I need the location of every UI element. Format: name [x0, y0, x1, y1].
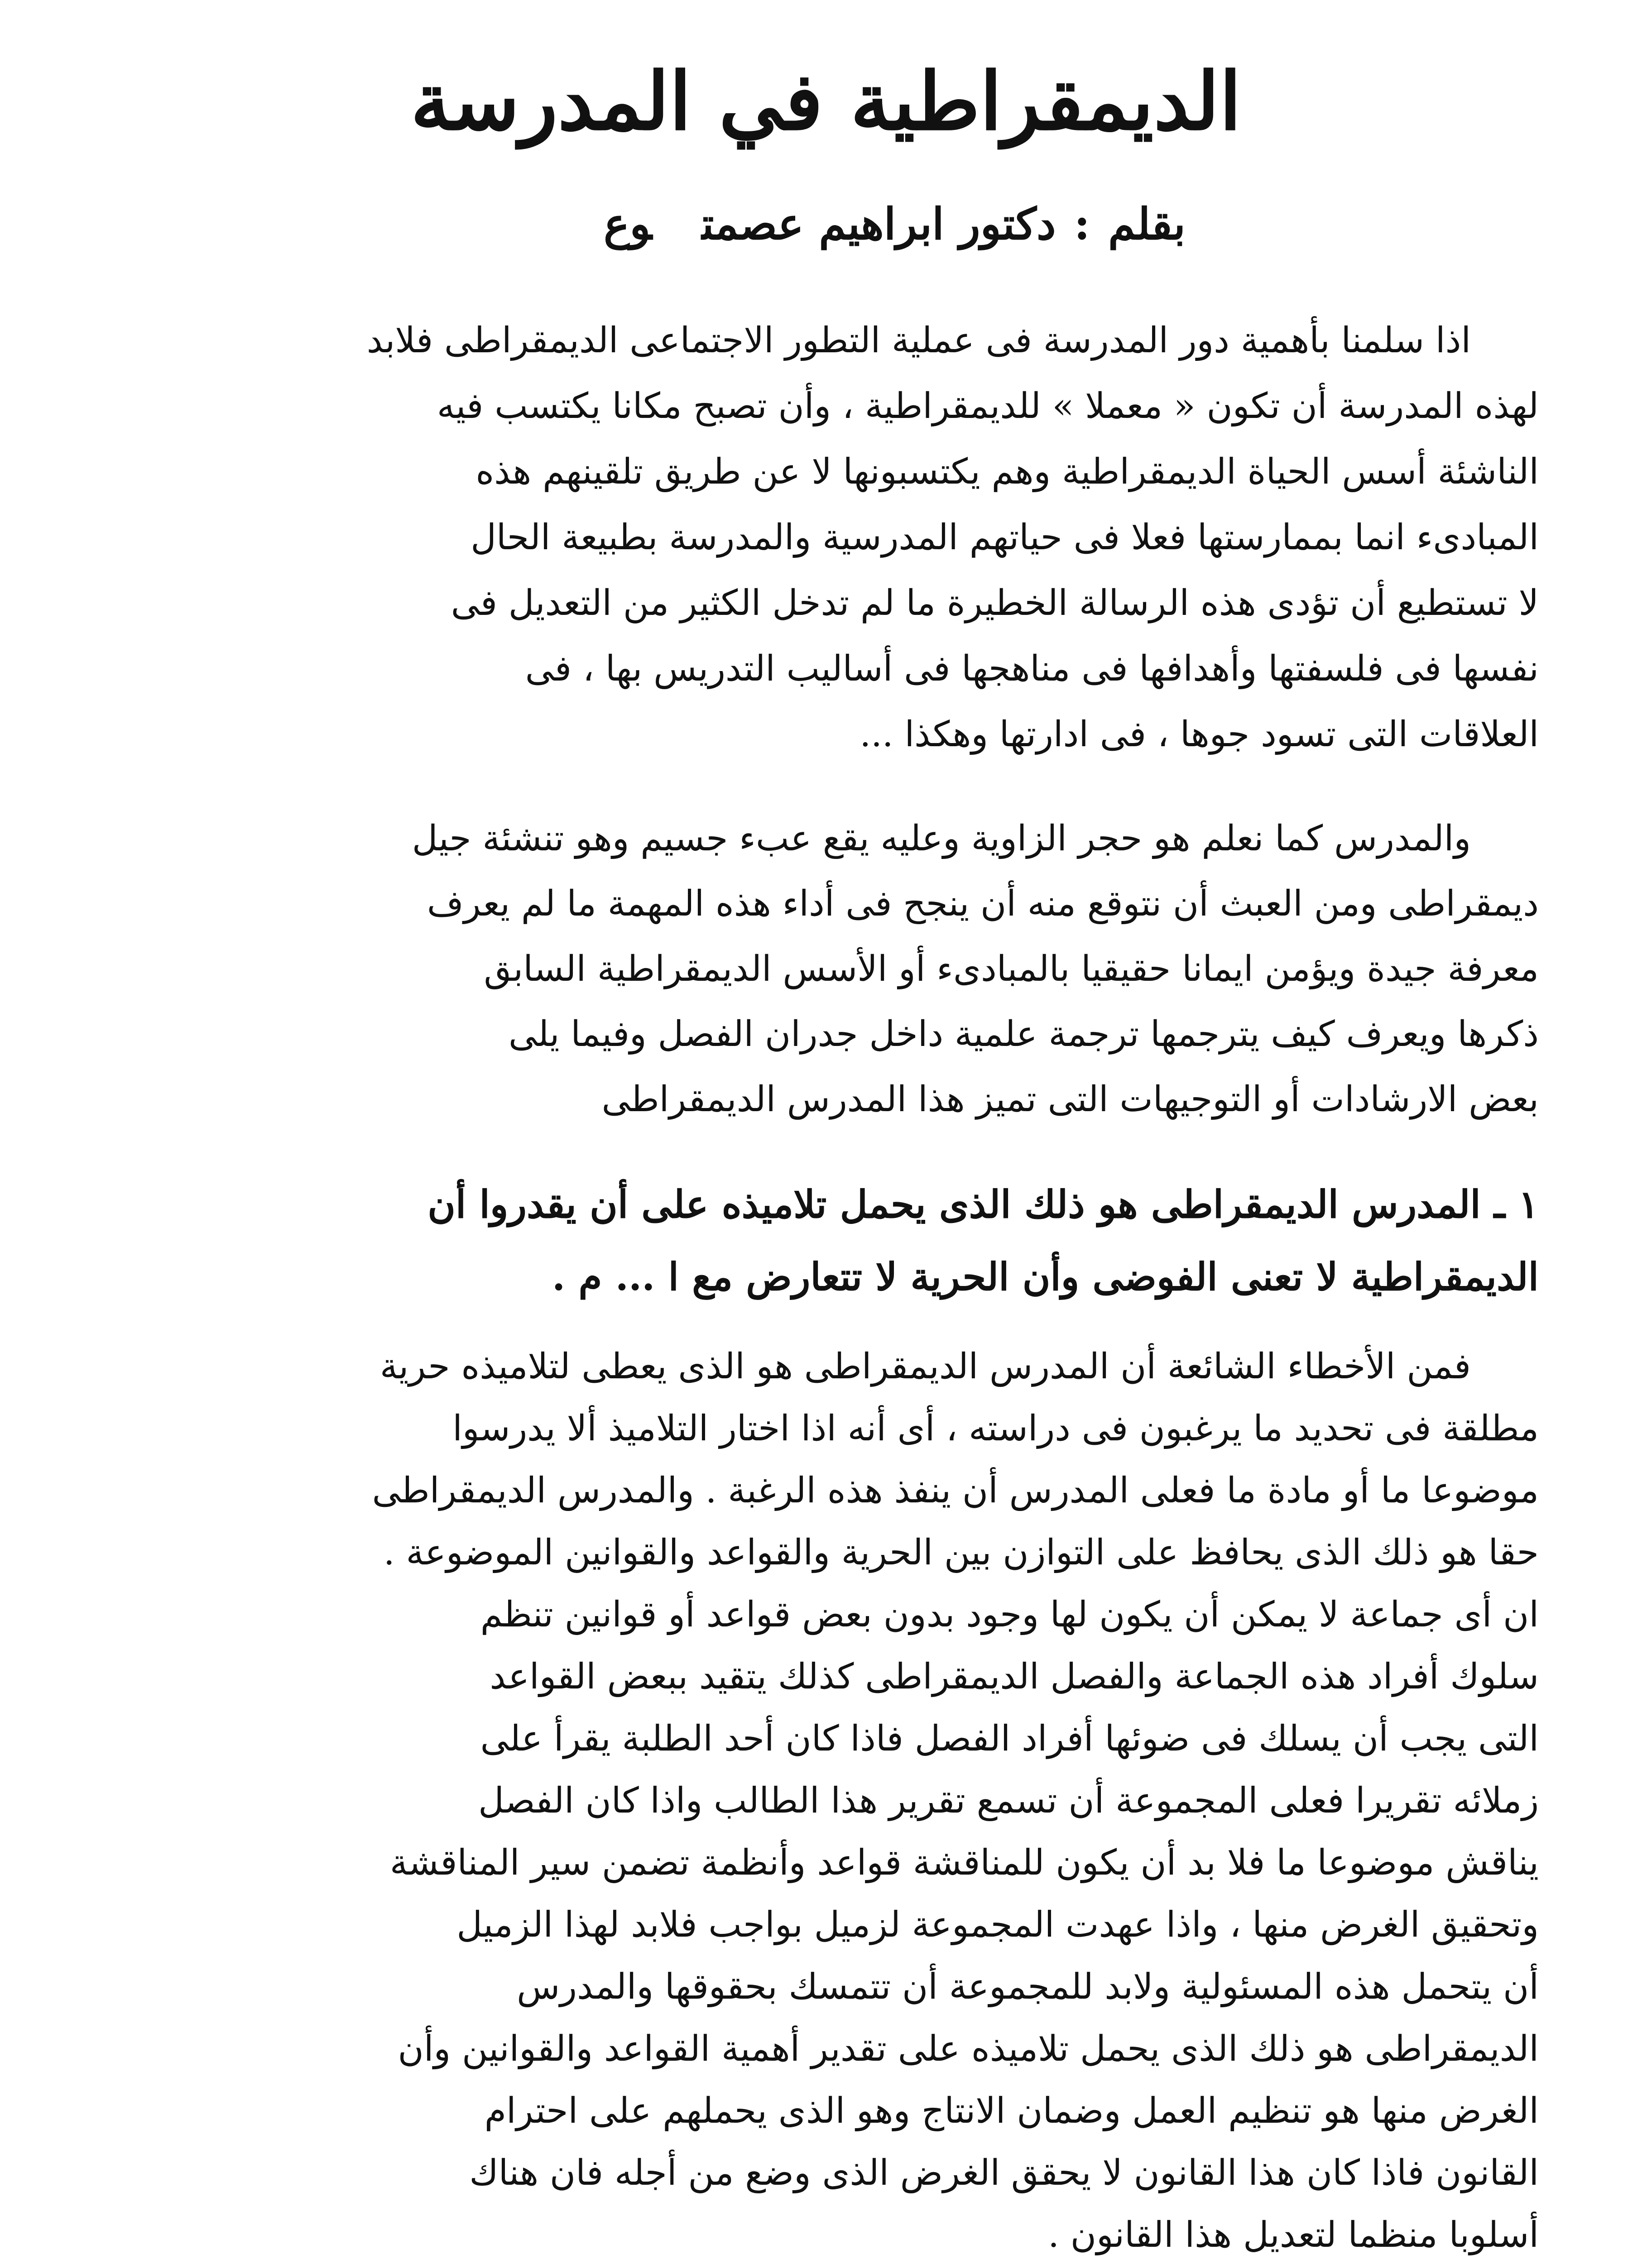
- text-line: العلاقات التى تسود جوها ، فى ادارتها وهكذا ...: [860, 714, 1539, 755]
- text-line: الناشئة أسس الحياة الديمقراطية وهم يكتسبونها لا عن طريق تلقينهم هذه: [475, 451, 1539, 492]
- text-line: يناقش موضوعا ما فلا بد أن يكون للمناقشة قواعد وأنظمة تضمن سير المناقشة: [389, 1842, 1539, 1883]
- text-line: التى يجب أن يسلك فى ضوئها أفراد الفصل فاذا كان أحد الطلبة يقرأ على: [480, 1718, 1539, 1759]
- paragraph-freedom-rules: [113, 1336, 1539, 2264]
- byline-separator: :: [1074, 198, 1090, 249]
- text-line: موضوعا ما أو مادة ما فعلى المدرس أن ينفذ هذه الرغبة . والمدرس الديمقراطى: [372, 1470, 1539, 1511]
- author-byline: [604, 186, 1186, 263]
- text-line: لهذه المدرسة أن تكون « معملا » للديمقراطية ، وأن تصبح مكانا يكتسب فيه: [437, 386, 1539, 427]
- text-line: مطلقة فى تحديد ما يرغبون فى دراسته ، أى أنه اذا اختار التلاميذ ألا يدرسوا: [452, 1408, 1539, 1449]
- text-line: لا تستطيع أن تؤدى هذه الرسالة الخطيرة ما لم تدخل الكثير من التعديل فى: [451, 583, 1539, 624]
- paragraph-teacher-role: [113, 806, 1539, 1132]
- text-line: ان أى جماعة لا يمكن أن يكون لها وجود بدون بعض قواعد أو قوانين تنظم: [480, 1594, 1539, 1635]
- text-line: بعض الارشادات أو التوجيهات التى تميز هذا المدرس الديمقراطى: [601, 1079, 1539, 1120]
- text-line: وتحقيق الغرض منها ، واذا عهدت المجموعة لزميل بواجب فلابد لهذا الزميل: [456, 1904, 1539, 1945]
- text-line: أن يتحمل هذه المسئولية ولابد للمجموعة أن تتمسك بحقوقها والمدرس: [517, 1967, 1539, 2007]
- text-line: المبادىء انما بممارستها فعلا فى حياتهم المدرسية والمدرسة بطبيعة الحال: [471, 517, 1539, 558]
- text-line: الغرض منها هو تنظيم العمل وضمان الانتاج وهو الذى يحملهم على احترام: [484, 2091, 1539, 2131]
- text-line: اذا سلمنا بأهمية دور المدرسة فى عملية التطور الاجتماعى الديمقراطى فلابد: [366, 320, 1471, 361]
- text-line: والمدرس كما نعلم هو حجر الزاوية وعليه يقع عبء جسيم وهو تنشئة جيل: [412, 818, 1471, 859]
- text-line: ديمقراطى ومن العبث أن نتوقع منه أن ينجح فى أداء هذه المهمة ما لم يعرف: [427, 883, 1539, 924]
- author-name: دكتور ابراهيم عصمت: [701, 198, 1056, 249]
- text-line: فمن الأخطاء الشائعة أن المدرس الديمقراطى هو الذى يعطى لتلاميذه حرية: [379, 1346, 1471, 1387]
- text-line: زملائه تقريرا فعلى المجموعة أن تسمع تقرير هذا الطالب واذا كان الفصل: [478, 1780, 1539, 1821]
- text-line: القانون فاذا كان هذا القانون لا يحقق الغرض الذى وضع من أجله فان هناك: [469, 2153, 1539, 2193]
- text-line: حقا هو ذلك الذى يحافظ على التوازن بين الحرية والقواعد والقوانين الموضوعة .: [383, 1532, 1539, 1573]
- text-line: نفسها فى فلسفتها وأهدافها فى مناهجها فى أساليب التدريس بها ، فى: [525, 648, 1539, 689]
- article-title: الديمقراطية في المدرسة: [410, 55, 1242, 148]
- heading-line: ١ ـ المدرس الديمقراطى هو ذلك الذى يحمل تلاميذه على أن يقدروا أن: [427, 1182, 1539, 1227]
- heading-line: الديمقراطية لا تعنى الفوضى وأن الحرية لا تتعارض مع ا ... م .: [552, 1254, 1539, 1299]
- text-line: الديمقراطى هو ذلك الذى يحمل تلاميذه على تقدير أهمية القواعد والقوانين وأن: [398, 2029, 1539, 2069]
- paragraph-intro: [113, 308, 1539, 767]
- section-heading: [113, 1168, 1539, 1313]
- text-line: ذكرها ويعرف كيف يترجمها ترجمة علمية داخل جدران الفصل وفيما يلى: [508, 1014, 1539, 1055]
- text-line: أسلوبا منظما لتعديل هذا القانون .: [1048, 2215, 1539, 2255]
- byline-prefix: بقلم: [1108, 198, 1186, 249]
- text-line: معرفة جيدة ويؤمن ايمانا حقيقيا بالمبادىء أو الأسس الديمقراطية السابق: [484, 949, 1539, 989]
- byline-code: وع: [604, 198, 652, 249]
- text-line: سلوك أفراد هذه الجماعة والفصل الديمقراطى كذلك يتقيد ببعض القواعد: [490, 1656, 1539, 1697]
